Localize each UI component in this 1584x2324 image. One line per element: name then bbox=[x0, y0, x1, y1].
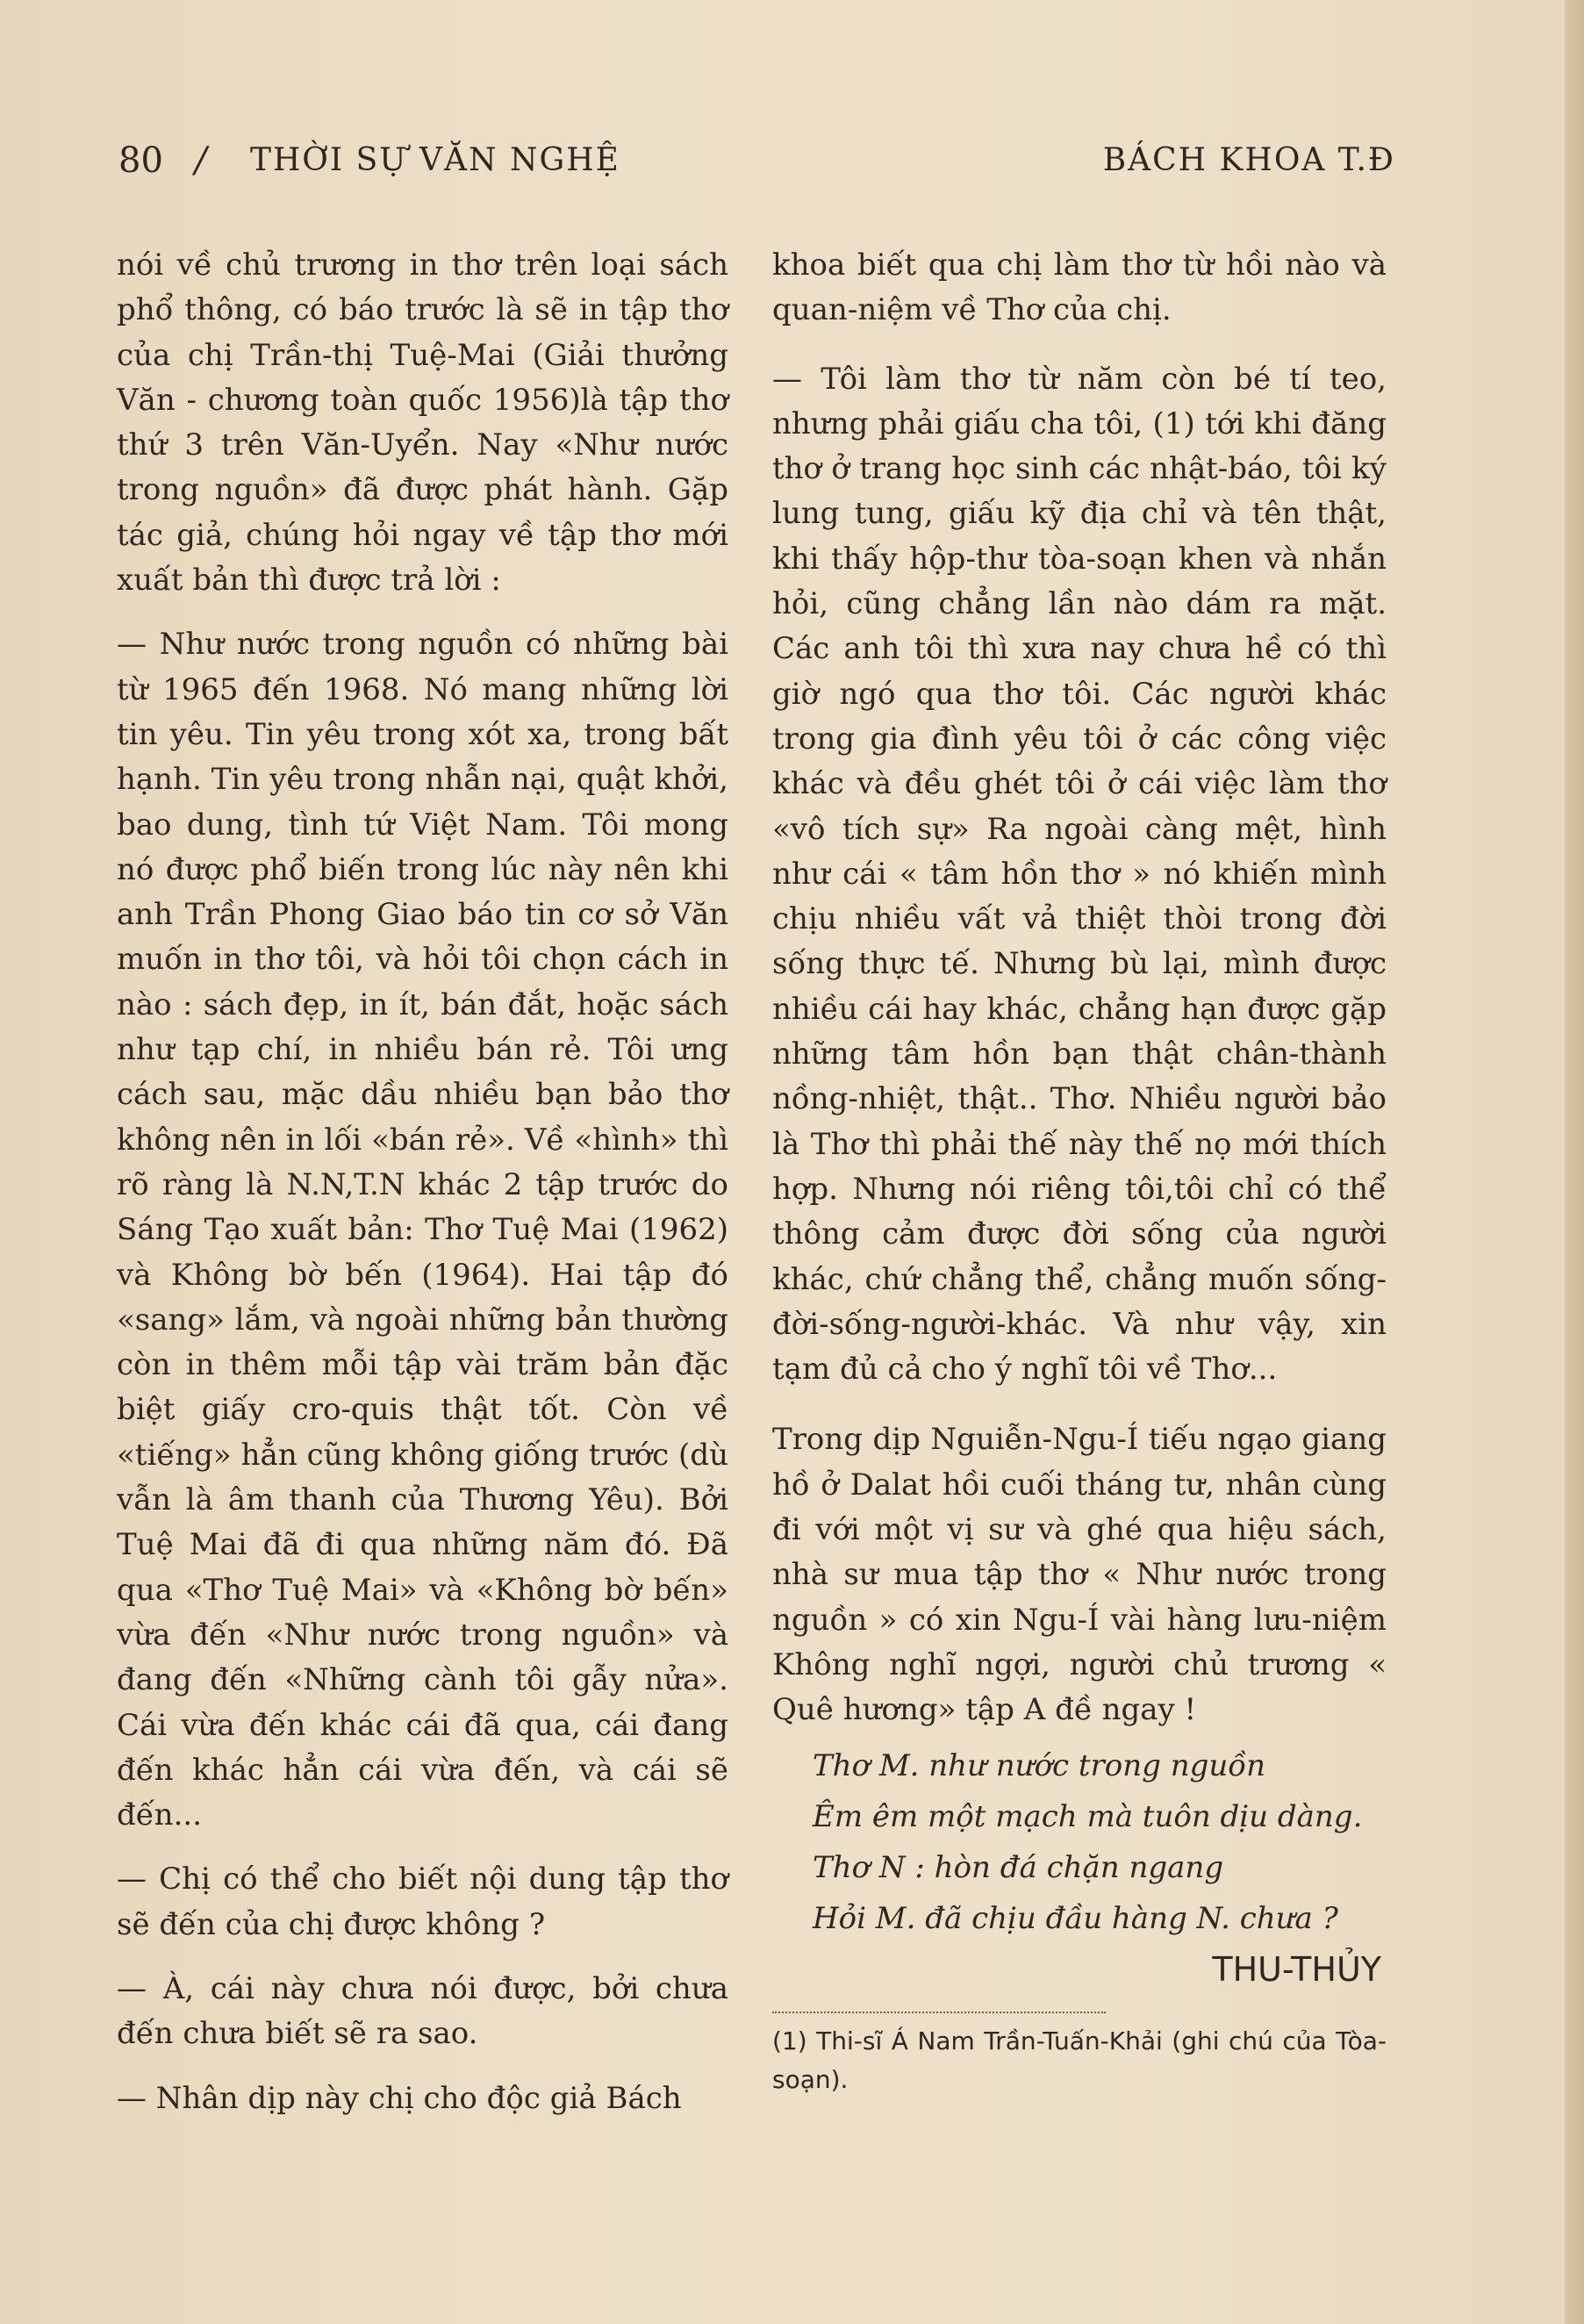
left-column bbox=[117, 243, 728, 2121]
header-separator: / bbox=[195, 140, 207, 181]
right-column bbox=[772, 243, 1387, 2099]
footnote-divider bbox=[772, 2012, 1106, 2013]
paragraph: Trong dịp Nguiễn-Ngu-Í tiếu ngạo giang hồ ở Dalat hồi cuối tháng tư, nhân cùng đi với một vị sư và ghé qua hiệu sách, nhà sư mua tập thơ « Như nước trong nguồn » có xin Ngu-Í vài hàng lưu-niệm Không nghĩ ngợi, người chủ trương « Quê hương» tập A đề ngay ! bbox=[772, 1422, 1387, 1728]
poem bbox=[813, 1740, 1387, 1944]
paragraph: — Nhân dịp này chị cho độc giả Bách bbox=[117, 2080, 682, 2116]
poem-line: Hỏi M. đã chịu đầu hàng N. chưa ? bbox=[813, 1900, 1338, 1936]
section-title: THỜI SỰ VĂN NGHỆ bbox=[250, 142, 620, 178]
author-signature: THU-THỦY bbox=[1212, 1949, 1381, 1989]
paragraph: khoa biết qua chị làm thơ từ hồi nào và quan-niệm về Thơ của chị. bbox=[772, 247, 1387, 328]
paragraph: — Chị có thể cho biết nội dung tập thơ sẽ đến của chị được không ? bbox=[117, 1861, 728, 1942]
magazine-title: BÁCH KHOA T.Đ bbox=[1102, 142, 1395, 178]
footnote: (1) Thi-sĩ Á Nam Trần-Tuấn-Khải (ghi chú của Tòa-soạn). bbox=[772, 2026, 1387, 2094]
poem-line: Êm êm một mạch mà tuôn dịu dàng. bbox=[813, 1798, 1363, 1834]
paragraph: — Như nước trong nguồn có những bài từ 1965 đến 1968. Nó mang những lời tin yêu. Tin yêu trong xót xa, trong bất hạnh. Tin yêu trong nhẫn nại, quật khởi, bao dung, tình tứ Việt Nam. Tôi mong nó được phổ biến trong lúc này nên khi anh Trần Phong Giao báo tin cơ sở Văn muốn in thơ tôi, và hỏi tôi chọn cách in nào : sách đẹp, in ít, bán đắt, hoặc sách như tạp chí, in nhiều bán rẻ. Tôi ưng cách sau, mặc dầu nhiều bạn bảo thơ không nên in lối «bán rẻ». Về «hình» thì rõ ràng là N.N,T.N khác 2 tập trước do Sáng Tạo xuất bản: Thơ Tuệ Mai (1962) và Không bờ bến (1964). Hai tập đó «sang» lắm, và ngoài những bản thường còn in thêm mỗi tập vài trăm bản đặc biệt giấy cro-quis thật tốt. Còn về «tiếng» hẳn cũng không giống trước (dù vẫn là âm thanh của Thương Yêu). Bởi Tuệ Mai đã đi qua những năm đó. Đã qua «Thơ Tuệ Mai» và «Không bờ bến» vừa đến «Như nước trong nguồn» và đang đến «Những cành tôi gẫy nửa». Cái vừa đến khác cái đã qua, cái đang đến khác hẳn cái vừa đến, và cái sẽ đến... bbox=[117, 627, 728, 1833]
paragraph: — À, cái này chưa nói được, bởi chưa đến chưa biết sẽ ra sao. bbox=[117, 1970, 728, 2052]
page-edge bbox=[1565, 0, 1584, 2324]
page-header bbox=[114, 140, 1395, 193]
paragraph: nói về chủ trương in thơ trên loại sách phổ thông, có báo trước là sẽ in tập thơ của chị Trần-thị Tuệ-Mai (Giải thưởng Văn - chương toàn quốc 1956)là tập thơ thứ 3 trên Văn-Uyển. Nay «Như nước trong nguồn» đã được phát hành. Gặp tác giả, chúng hỏi ngay về tập thơ mới xuất bản thì được trả lời : bbox=[117, 247, 728, 599]
paragraph: — Tôi làm thơ từ năm còn bé tí teo, nhưng phải giấu cha tôi, (1) tới khi đăng thơ ở trang học sinh các nhật-báo, tôi ký lung tung, giấu kỹ địa chỉ và tên thật, khi thấy hộp-thư tòa-soạn khen và nhắn hỏi, cũng chẳng lần nào dám ra mặt. Các anh tôi thì xưa nay chưa hề có thì giờ ngó qua thơ tôi. Các người khác trong gia đình yêu tôi ở các công việc khác và đều ghét tôi ở cái việc làm thơ «vô tích sự» Ra ngoài càng mệt, hình như cái « tâm hồn thơ » nó khiến mình chịu nhiều vất vả thiệt thòi trong đời sống thực tế. Nhưng bù lại, mình được nhiều cái hay khác, chẳng hạn được gặp những tâm hồn bạn thật chân-thành nồng-nhiệt, thật.. Thơ. Nhiều người bảo là Thơ thì phải thế này thế nọ mới thích hợp. Nhưng nói riêng tôi,tôi chỉ có thể thông cảm được đời sống của người khác, chứ chẳng thể, chẳng muốn sống-đời-sống-người-khác. Và như vậy, xin tạm đủ cả cho ý nghĩ tôi về Thơ... bbox=[772, 361, 1387, 1388]
poem-line: Thơ M. như nước trong nguồn bbox=[813, 1747, 1266, 1783]
page-number: 80 bbox=[118, 140, 163, 181]
poem-line: Thơ N : hòn đá chặn ngang bbox=[813, 1849, 1224, 1885]
